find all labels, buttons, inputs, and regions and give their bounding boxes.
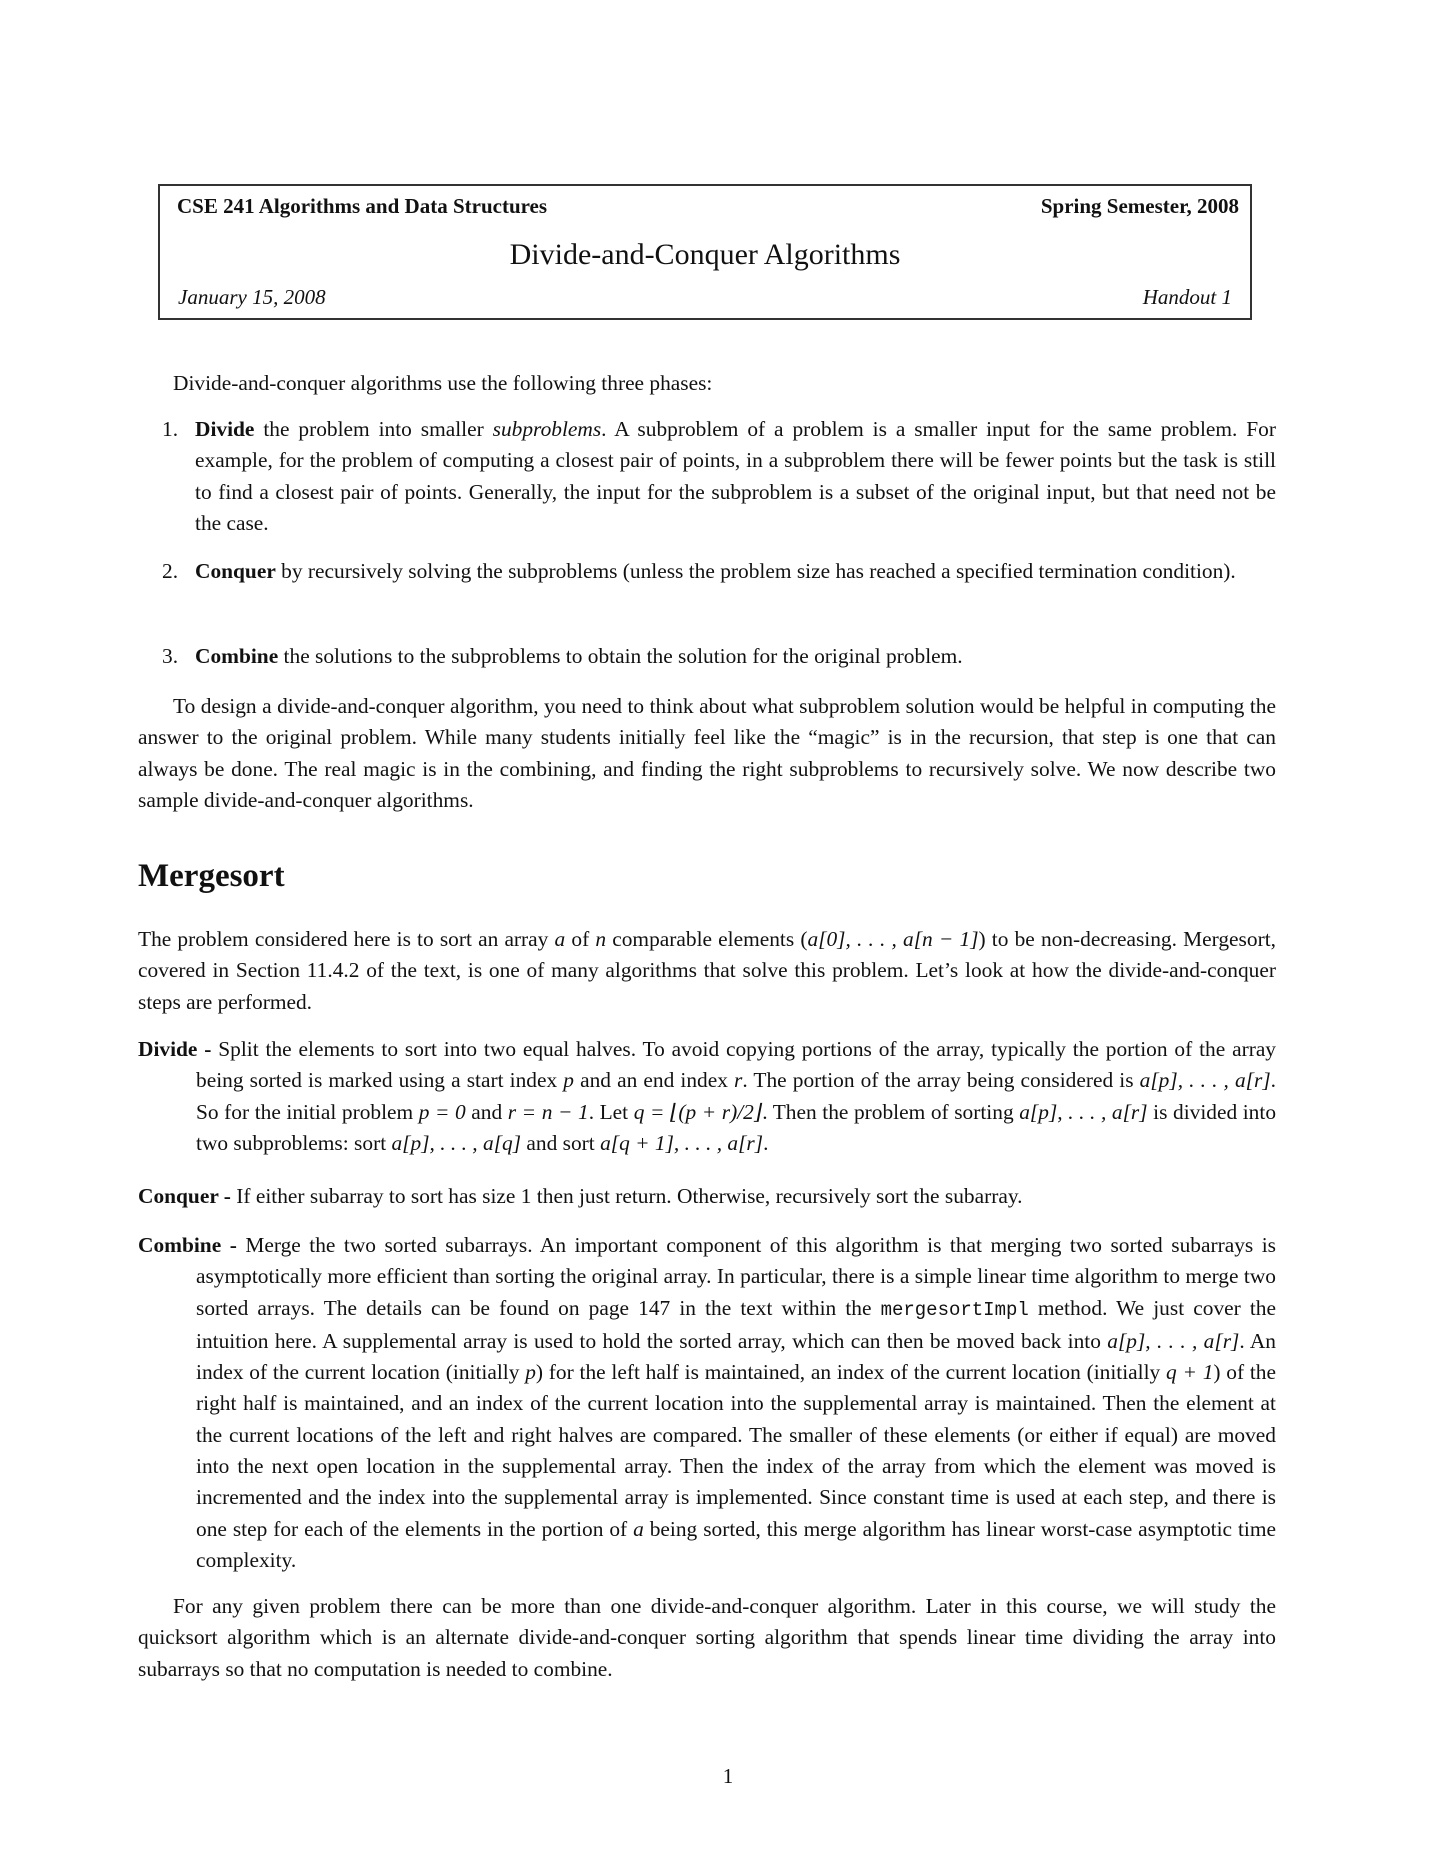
phase-item-conquer (162, 556, 1276, 587)
text-run: ) for the left half is maintained, an index of the current location (initially (535, 1360, 1167, 1385)
phase-text: the solutions to the subproblems to obtain the solution for the original problem. (278, 644, 963, 668)
math-expression: a[p], . . . , a[r] (1019, 1099, 1148, 1124)
handout-date: January 15, 2008 (178, 285, 326, 309)
text-run: method. We just cover the intuition here. A supplemental array is used to hold the sorted array, which can then be moved back into (196, 1295, 1276, 1353)
document-title: Divide-and-Conquer Algorithms (509, 238, 901, 271)
design-paragraph: To design a divide-and-conquer algorithm, you need to think about what subproblem solution would be helpful in computing the answer to the original problem. While many students initially feel like the “magic” is in the recursion, that step is one that can always be done. The real magic is in the combining, and finding the right subproblems to recursively solve. We now describe two sample divide-and-conquer algorithms. (138, 694, 1276, 812)
text-run: comparable elements ( (606, 927, 808, 951)
math-expression: q + 1 (1166, 1360, 1214, 1385)
combine-definition (138, 1230, 1276, 1576)
text-run: being sorted, this merge algorithm has linear worst-case asymptotic time complexity. (196, 1516, 1276, 1572)
text-run: ) of the right half is maintained, and an index of the current location into the supplemental array is maintained. Then the element at the current locations of the left and right halves are compared. The smaller of these elements (or either if equal) are moved into the next open location in the supplemental array. Then the index of the array from which the element was moved is incremented and the index into the supplemental array is implemented. Since constant time is used at each step, and there is one step for each of the elements in the portion of (196, 1360, 1276, 1541)
list-number: 1. (162, 417, 179, 441)
text-run: is divided into two subproblems: sort (196, 1099, 1277, 1155)
math-var: n (595, 927, 607, 951)
intro-paragraph: Divide-and-conquer algorithms use the following three phases: (173, 371, 713, 395)
divide-definition (138, 1034, 1276, 1159)
math-var: a (554, 927, 566, 951)
text-run: . Then the problem of sorting (762, 1099, 1020, 1124)
phase-term: Divide (195, 417, 255, 441)
text-run: ) to be non-decreasing. Mergesort, covered in Section 11.4.2 of the text, is one of many algorithms that solve this problem. Let’s look at how the divide-and-conquer steps are performed. (138, 927, 1276, 1014)
text-run: Split the elements to sort into two equal halves. To avoid copying portions of the array, typically the portion of the array being sorted is marked using a start index (196, 1037, 1277, 1093)
phase-item-divide (162, 414, 1276, 539)
handout-header-box (158, 184, 1252, 320)
math-expression: q = ⌊(p + r)/2⌋ (633, 1099, 763, 1124)
math-var: r (734, 1068, 743, 1093)
code-identifier: mergesortImpl (880, 1298, 1029, 1321)
handout-number: Handout 1 (1142, 285, 1232, 309)
list-number: 2. (162, 559, 179, 583)
text-run: . So for the initial problem (196, 1068, 1277, 1124)
phase-item-combine (162, 641, 1276, 672)
conquer-definition (138, 1181, 1276, 1212)
text-run: and sort (521, 1130, 601, 1155)
phase-term: Combine (195, 644, 279, 668)
text-run: If either subarray to sort has size 1 then just return. Otherwise, recursively sort the subarray. (230, 1184, 1023, 1208)
text-run: . Let (588, 1099, 634, 1124)
definition-label: Combine - (138, 1233, 237, 1257)
closing-paragraph: For any given problem there can be more than one divide-and-conquer algorithm. Later in this course, we will study the quicksort algorithm which is an alternate divide-and-conquer sorting algorithm that spends linear time dividing the array into subarrays so that no computation is needed to combine. (138, 1594, 1276, 1681)
text-run: of (565, 927, 596, 951)
text-run: and (465, 1099, 508, 1124)
emphasis: subproblems (492, 417, 602, 441)
page-number: 1 (722, 1764, 734, 1788)
phase-term: Conquer (195, 559, 276, 583)
mergesort-intro-paragraph (138, 924, 1276, 1018)
math-expression: p = 0 (418, 1099, 466, 1124)
math-expression: a[q + 1], . . . , a[r] (600, 1130, 764, 1155)
definition-label: Divide - (138, 1037, 212, 1061)
phase-text: by recursively solving the subproblems (unless the problem size has reached a specified termination condition). (275, 559, 1236, 583)
text-run: The problem considered here is to sort an array (138, 927, 555, 951)
math-var: p (563, 1068, 574, 1093)
math-expression: a[p], . . . , a[q] (391, 1130, 522, 1155)
math-expression: a[p], . . . , a[r] (1107, 1328, 1240, 1353)
math-expression: a[0], . . . , a[n − 1] (807, 927, 979, 951)
text-run: and an end index (573, 1068, 735, 1093)
text-run: . An index of the current location (initially (196, 1328, 1276, 1385)
course-name: CSE 241 Algorithms and Data Structures (177, 194, 548, 218)
text-run: . (763, 1130, 769, 1155)
list-number: 3. (162, 644, 179, 668)
math-var: p (525, 1360, 536, 1385)
definition-label: Conquer - (138, 1184, 231, 1208)
text-run: Merge the two sorted subarrays. An important component of this algorithm is that merging two sorted subarrays is asymptotically more efficient than sorting the original array. In particular, there is a simple linear time algorithm to merge two sorted arrays. The details can be found on page 147 in the text within the (196, 1233, 1276, 1320)
phase-text: . A subproblem of a problem is a smaller input for the same problem. For example, for the problem of computing a closest pair of points, in a subproblem there will be fewer points but the task is still to find a closest pair of points. Generally, the input for the subproblem is a subset of the original input, but that need not be the case. (195, 417, 1276, 535)
math-expression: a[p], . . . , a[r] (1139, 1068, 1271, 1093)
text-run: . The portion of the array being considered is (742, 1068, 1140, 1093)
semester: Spring Semester, 2008 (1040, 194, 1239, 218)
section-heading-mergesort: Mergesort (138, 858, 285, 894)
math-var: a (633, 1516, 644, 1541)
phase-text: the problem into smaller (254, 417, 493, 441)
math-expression: r = n − 1 (507, 1099, 589, 1124)
